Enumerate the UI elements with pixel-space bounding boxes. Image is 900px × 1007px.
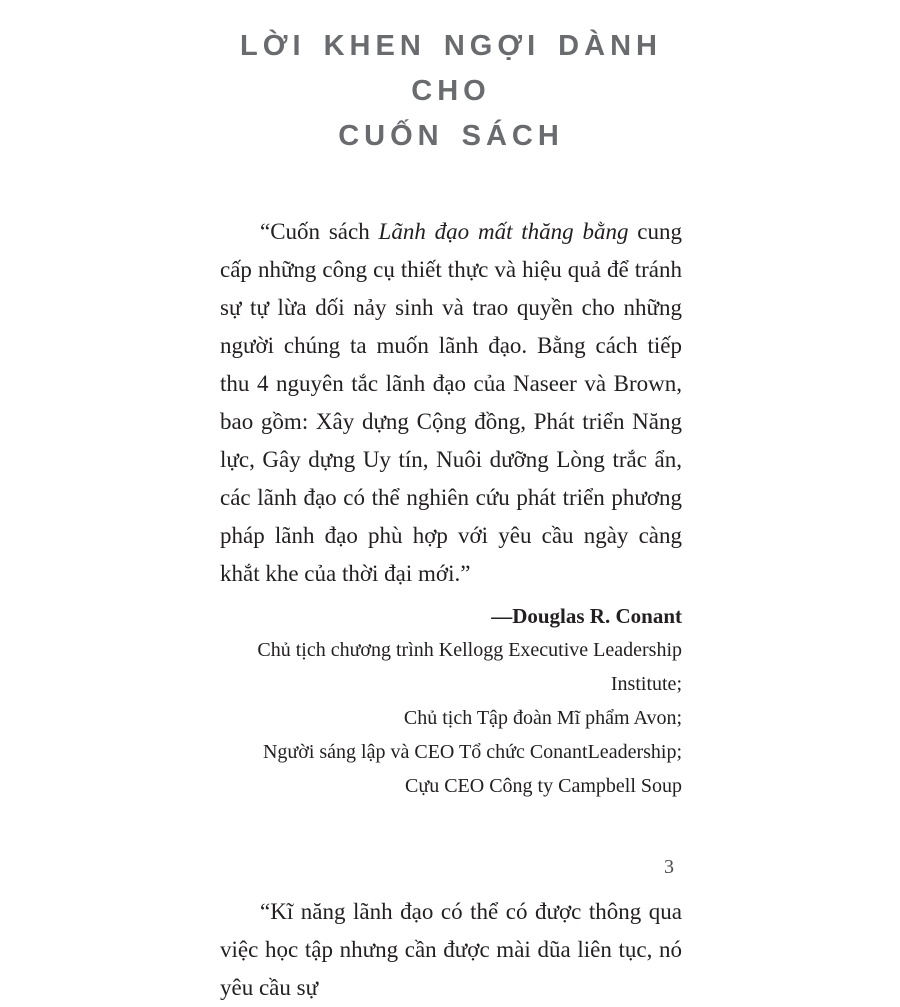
quote-1-body: cung cấp những công cụ thiết thực và hiệu quả để tránh sự tự lừa dối nảy sinh và trao quyền cho những người chúng ta muốn lãnh đạo. Bằng cách tiếp thu 4 nguyên tắc lãnh đạo của Naseer và Brown, bao gồm: Xây dựng Cộng đồng, Phát triển Năng lực, Gây dựng Uy tín, Nuôi dưỡng Lòng trắc ẩn, các lãnh đạo có thể nghiên cứu phát triển phương pháp lãnh đạo phù hợp với yêu cầu ngày càng khắt khe của thời đại mới.” — [220, 219, 683, 586]
praise-quote-2 — [220, 893, 682, 1007]
page-number: 3 — [664, 856, 674, 878]
attribution-role-4: Cựu CEO Công ty Campbell Soup — [405, 775, 682, 797]
page-title-line-2: CUỐN SÁCH — [338, 120, 564, 152]
attribution-role-2: Chủ tịch Tập đoàn Mĩ phẩm Avon; — [403, 707, 682, 729]
quote-1-book-title: Lãnh đạo mất thăng bằng — [378, 219, 629, 244]
quote-1-opening: “Cuốn sách — [260, 219, 379, 244]
page-title-line-1: LỜI KHEN NGỢI DÀNH CHO — [240, 30, 662, 107]
attribution-role-1: Chủ tịch chương trình Kellogg Executive Leadership Institute; — [257, 639, 682, 695]
praise-quote-1 — [220, 213, 682, 593]
attribution-block — [220, 599, 682, 803]
quote-2-body: “Kĩ năng lãnh đạo có thể có được thông qua việc học tập nhưng cần được mài dũa liên tục, nó yêu cầu sự — [220, 899, 682, 1000]
attribution-name: —Douglas R. Conant — [491, 604, 682, 628]
page-title — [220, 24, 682, 159]
attribution-role-3: Người sáng lập và CEO Tổ chức ConantLeadership; — [262, 741, 682, 763]
